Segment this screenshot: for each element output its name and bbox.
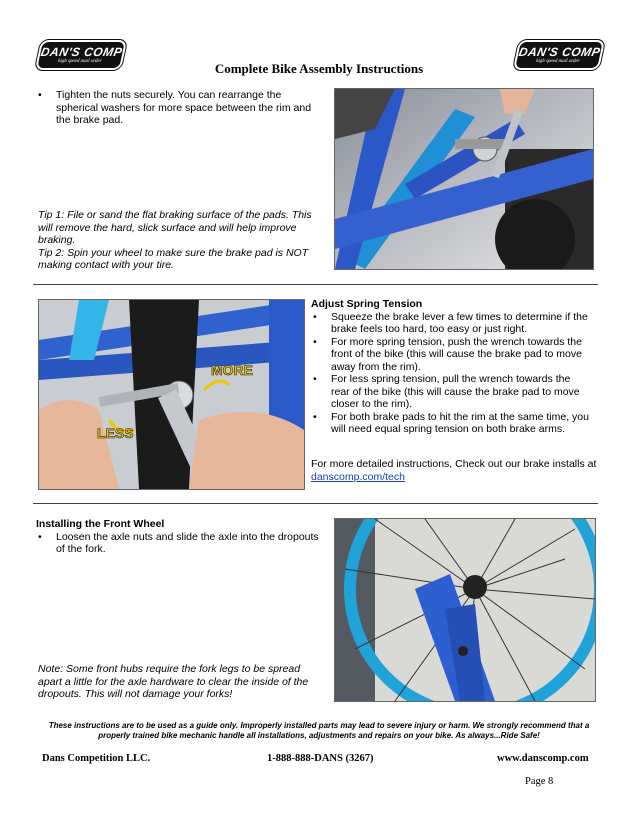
more-info-text: For more detailed instructions, Check out our brake installs at [311, 458, 597, 470]
front-wheel-note: Note: Some front hubs require the fork legs to be spread apart a little for the axle hardware to clear the inside of the dropouts. This will not damage your forks! [38, 663, 309, 700]
list-item: • Loosen the axle nuts and slide the axle into the dropouts of the fork. [36, 531, 326, 556]
list-item: • Tighten the nuts securely. You can rearrange the spherical washers for more space between the rim and the brake pad. [36, 89, 314, 127]
more-info [311, 458, 601, 483]
section1-tips [38, 209, 318, 272]
brake-nut-illustration [335, 89, 593, 269]
page-number: Page 8 [525, 776, 554, 787]
logo-brand: DAN'S COMP [39, 44, 124, 59]
tip-1: Tip 1: File or sand the flat braking surface of the pads. This will remove the hard, slick surface and will help improve braking. [38, 209, 312, 246]
brake-nut-photo [334, 88, 594, 270]
logo-brand: DAN'S COMP [517, 44, 602, 59]
page-title: Complete Bike Assembly Instructions [214, 61, 424, 76]
section1-bullets [36, 89, 314, 127]
section-heading: Adjust Spring Tension [311, 298, 423, 310]
section-heading: Installing the Front Wheel [36, 518, 165, 530]
brake-installs-link[interactable]: danscomp.com/tech [311, 470, 405, 483]
website: www.danscomp.com [497, 753, 589, 764]
front-wheel-illustration [335, 519, 595, 701]
divider [33, 284, 598, 285]
spring-tension-photo [38, 299, 305, 490]
more-label: MORE [211, 362, 253, 378]
logo-tagline: high speed mail order [535, 58, 581, 64]
list-item: • Squeeze the brake lever a few times to determine if the brake feels too hard, too easy or just right. [311, 311, 591, 336]
disclaimer: These instructions are to be used as a guide only. Improperly installed parts may lead to severe injury or harm. We strongly recommend that a properly trained bike mechanic handle all installations, adjustments and repairs on your bike. As always...Ride Safe! [48, 721, 590, 740]
spring-tension-illustration [39, 300, 304, 489]
list-item: • For less spring tension, pull the wrench towards the rear of the bike (this will cause the brake pad to move closer to the rim). [311, 373, 591, 411]
list-item: • For both brake pads to hit the rim at the same time, you will need equal spring tension on both brake arms. [311, 411, 591, 436]
company-name: Dans Competition LLC. [42, 753, 151, 764]
divider [33, 503, 598, 504]
front-wheel-photo [334, 518, 596, 702]
list-item: • For more spring tension, push the wrench towards the front of the bike (this will cause the brake pad to move away from the rim). [311, 336, 591, 374]
section3-text [36, 518, 326, 556]
phone-number: 1-888-888-DANS (3267) [267, 753, 374, 764]
section2-text [311, 298, 591, 436]
less-label: LESS [97, 425, 134, 441]
tip-2: Tip 2: Spin your wheel to make sure the brake pad is NOT making contact with your tire. [38, 246, 309, 271]
logo-tagline: high speed mail order [57, 58, 103, 64]
